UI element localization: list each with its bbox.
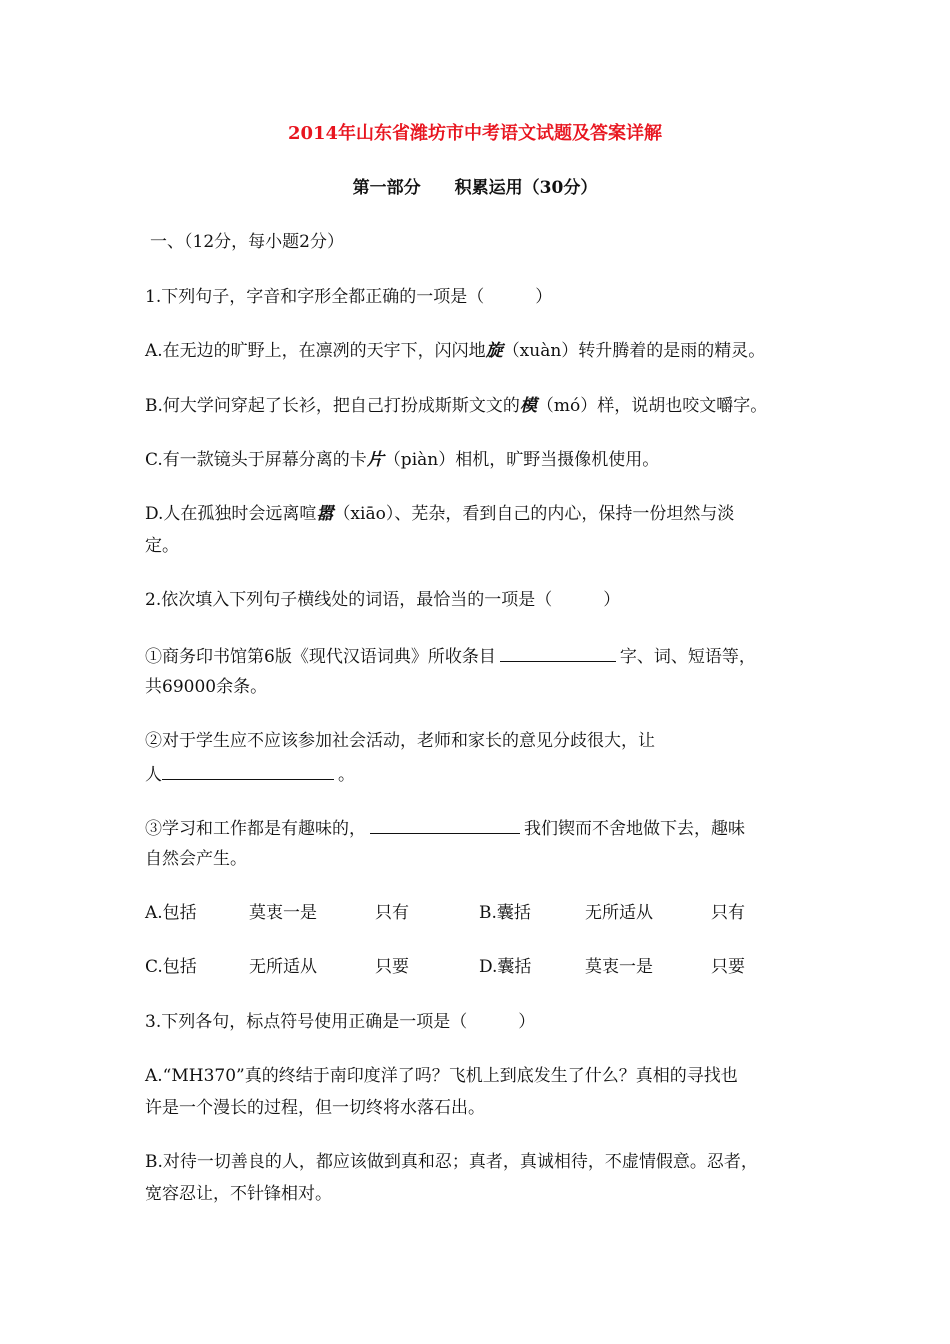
option-cell: 无所适从 xyxy=(585,903,653,923)
question-1-option-a: A.在无边的旷野上，在凛冽的天宇下，闪闪地旋（xuàn）转升腾着的是雨的精灵。 xyxy=(145,341,766,361)
option-cell: C.包括 xyxy=(145,957,197,977)
question-2-sentence-1-cont: 共69000余条。 xyxy=(145,677,268,697)
question-1-stem: 1.下列句子，字音和字形全都正确的一项是（ ） xyxy=(145,287,553,307)
question-2-sentence-2: ②对于学生应不应该参加社会活动，老师和家长的意见分歧很大，让 xyxy=(145,731,655,751)
option-cell: 莫衷一是 xyxy=(249,903,317,923)
option-cell: 无所适从 xyxy=(249,957,317,977)
highlight-char: 旋 xyxy=(485,341,503,361)
highlight-char: 嚣 xyxy=(316,504,334,524)
question-3-option-b-cont: 宽容忍让，不针锋相对。 xyxy=(145,1184,332,1204)
question-3-stem: 3.下列各句，标点符号使用正确是一项是（ ） xyxy=(145,1012,536,1032)
section-part: 第一部分 xyxy=(352,178,421,198)
question-3-option-a: A.“MH370”真的终结于南印度洋了吗？飞机上到底发生了什么？真相的寻找也 xyxy=(145,1066,738,1086)
fill-blank[interactable] xyxy=(162,759,334,780)
question-2-sentence-1: ①商务印书馆第6版《现代汉语词典》所收条目 字、词、短语等， xyxy=(145,641,756,671)
option-cell: A.包括 xyxy=(145,903,197,923)
group-heading: 一、（12分，每小题2分） xyxy=(150,232,344,252)
option-cell: 只要 xyxy=(711,957,745,977)
option-cell: B.囊括 xyxy=(479,903,531,923)
option-cell: 只有 xyxy=(711,903,745,923)
fill-blank[interactable] xyxy=(370,813,520,834)
question-1-option-b: B.何大学问穿起了长衫，把自己打扮成斯斯文文的模（mó）样，说胡也咬文嚼字。 xyxy=(145,396,768,416)
fill-blank[interactable] xyxy=(500,641,616,662)
question-2-sentence-3: ③学习和工作都是有趣味的， 我们锲而不舍地做下去，趣味 xyxy=(145,813,745,843)
question-3-option-a-cont: 许是一个漫长的过程，但一切终将水落石出。 xyxy=(145,1098,485,1118)
highlight-char: 片 xyxy=(366,450,384,470)
option-cell: 莫衷一是 xyxy=(585,957,653,977)
question-2-stem: 2.依次填入下列句子横线处的词语，最恰当的一项是（ ） xyxy=(145,590,621,610)
option-cell: 只有 xyxy=(375,903,409,923)
question-3-option-b: B.对待一切善良的人，都应该做到真和忍；真者，真诚相待，不虚情假意。忍者， xyxy=(145,1152,758,1172)
question-1-option-d-cont: 定。 xyxy=(145,536,179,556)
question-1-option-c: C.有一款镜头于屏幕分离的卡片（piàn）相机，旷野当摄像机使用。 xyxy=(145,450,660,470)
section-name: 积累运用（30分） xyxy=(454,178,598,198)
question-2-sentence-2-cont: 人 。 xyxy=(145,759,355,789)
section-heading xyxy=(0,174,950,202)
question-1-option-d: D.人在孤独时会远离喧嚣（xiāo）、芜杂，看到自己的内心，保持一份坦然与淡 xyxy=(145,504,735,524)
option-cell: 只要 xyxy=(375,957,409,977)
question-2-sentence-3-cont: 自然会产生。 xyxy=(145,849,247,869)
option-cell: D.囊括 xyxy=(479,957,532,977)
document-title: 2014年山东省潍坊市中考语文试题及答案详解 xyxy=(287,123,663,144)
highlight-char: 模 xyxy=(519,396,537,416)
